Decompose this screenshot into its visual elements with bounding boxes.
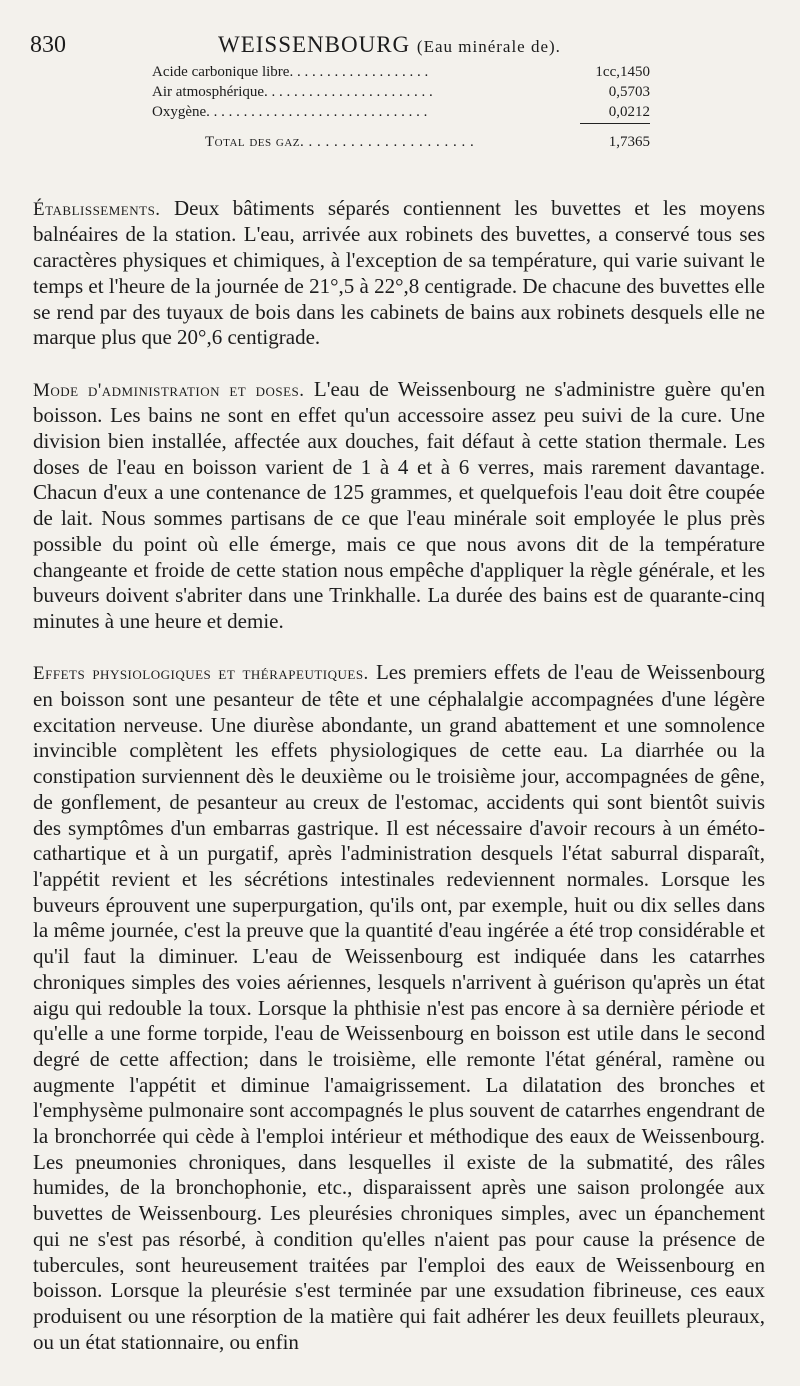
gas-total-row — [205, 132, 650, 152]
paragraph-text: Les premiers effets de l'eau de Weissenbourg en boisson sont une pesanteur de tête et une céphalalgie accompagnées d'une légère excitation nerveuse. Une diurèse abondante, un grand abattement et une somnolence invincible complètent les effets physiologiques de cette eau. La diarrhée ou la constipation surviennent dès le deuxième ou le troisième jour, accompagnées de gêne, de gonflement, de pesanteur au creux de l'estomac, accidents qui sont bientôt suivis des symptômes d'un embarras gastrique. Il est nécessaire d'avoir recours à un éméto-cathartique et à un purgatif, après l'administration desquels l'état saburral disparaît, l'appétit revient et les sécrétions intestinales redeviennent normales. Lorsque les buveurs éprouvent une superpurgation, qu'ils ont, par exemple, huit ou dix selles dans la même journée, c'est la preuve que la quantité d'eau ingérée a été trop considérable et qu'il faut la diminuer. L'eau de Weissenbourg est indiquée dans les catarrhes chroniques simples des voies aériennes, lesquels n'arrivent à guérison qu'après un état aigu qui redouble la toux. Lorsque la phthisie n'est pas encore à sa dernière période et qu'elle a une forme torpide, l'eau de Weissenbourg en boisson est utile dans le second degré de cette affection; dans le troisième, elle remonte l'état général, ramène ou augmente l'appétit et diminue l'amaigrissement. La dilatation des bronches et l'emphysème pulmonaire sont accompagnés le plus souvent de catarrhes engendrant de la bronchorrée qui cède à l'emploi intérieur et méthodique des eaux de Weissenbourg. Les pneumonies chroniques, dans lesquelles il existe de la submatité, des râles humides, de la bronchophonie, etc., disparaissent après une saison prolongée aux buvettes de Weissenbourg. Les pleurésies chroniques simples, avec un épanchement qui ne s'est pas résorbé, à condition qu'elles n'aient pas pour cause la présence de tubercules, sont heureusement traitées par l'emploi des eaux de Weissenbourg en boisson. Lorsque la pleurésie s'est terminée par une exsudation fibrineuse, ces eaux produisent ou une résorption de la matière qui fait adhérer les deux feuillets pleuraux, ou un état stationnaire, ou enfin — [33, 660, 765, 1354]
gas-row — [150, 82, 650, 102]
gas-total-label: Total des gaz. . . . . . . . . . . . . . . . . . . . . — [205, 134, 475, 150]
paragraph-mode-administration — [33, 377, 765, 635]
gas-label: Acide carbonique libre. . . . . . . . . . . . . . . . . . . — [152, 64, 429, 80]
gas-value: 0,0212 — [608, 104, 650, 120]
gas-label: Air atmosphérique. . . . . . . . . . . . . . . . . . . . . . . — [152, 84, 433, 100]
paragraph-heading: Établissements. — [33, 198, 161, 220]
gas-label: Oxygène. . . . . . . . . . . . . . . . . . . . . . . . . . . . . . — [152, 104, 428, 120]
gas-row — [150, 102, 650, 122]
gas-value: 1cc,1450 — [595, 64, 650, 80]
gas-value: 0,5703 — [608, 84, 650, 100]
body-text — [33, 170, 765, 1381]
running-head-title: WEISSENBOURG — [218, 32, 411, 57]
paragraph-heading: Effets physiologiques et thérapeutiques. — [33, 663, 369, 685]
gas-composition-table — [150, 62, 650, 122]
paragraph-text: Deux bâtiments séparés contiennent les buvettes et les moyens balnéaires de la station. L'eau, arrivée aux robinets des buvettes, a conservé tous ses caractères physiques et chimiques, à l'exception de sa température, qui varie suivant le temps et l'heure de la journée de 21°,5 à 22°,8 centigrade. De chacune des buvettes elle se rend par des tuyaux de bois dans les cabinets de bains aux robinets desquels elle ne marque plus que 20°,6 centigrade. — [33, 195, 766, 350]
paragraph-text: L'eau de Weissenbourg ne s'administre guère qu'en boisson. Les bains ne sont en effet qu'un accessoire assez peu suivi de la cure. Une division bien installée, affectée aux douches, fait défaut à cette station thermale. Les doses de l'eau en boisson varient de 1 à 4 et à 6 verres, mais rarement davantage. Chacun d'eux a une contenance de 125 grammes, et quelquefois l'eau doit être coupée de lait. Nous sommes partisans de ce que l'eau minérale soit employée le plus près possible du point où elle émerge, mais ce que nous avons dit de la température changeante et froide de cette station nous empêche d'appliquer la règle générale, et les buveurs doivent s'abriter dans une Trinkhalle. La durée des bains est de quarante-cinq minutes à une heure et demie. — [33, 376, 766, 633]
paragraph-etablissements — [33, 196, 765, 351]
total-rule — [580, 123, 650, 124]
paragraph-heading: Mode d'administration et doses. — [33, 379, 305, 401]
gas-total-value: 1,7365 — [608, 134, 650, 150]
running-head-subtitle: (Eau minérale de). — [416, 37, 561, 56]
gas-row — [150, 62, 650, 82]
page-header — [30, 28, 770, 62]
running-head — [218, 32, 561, 58]
page-number: 830 — [30, 32, 66, 58]
paragraph-effets — [33, 660, 765, 1355]
